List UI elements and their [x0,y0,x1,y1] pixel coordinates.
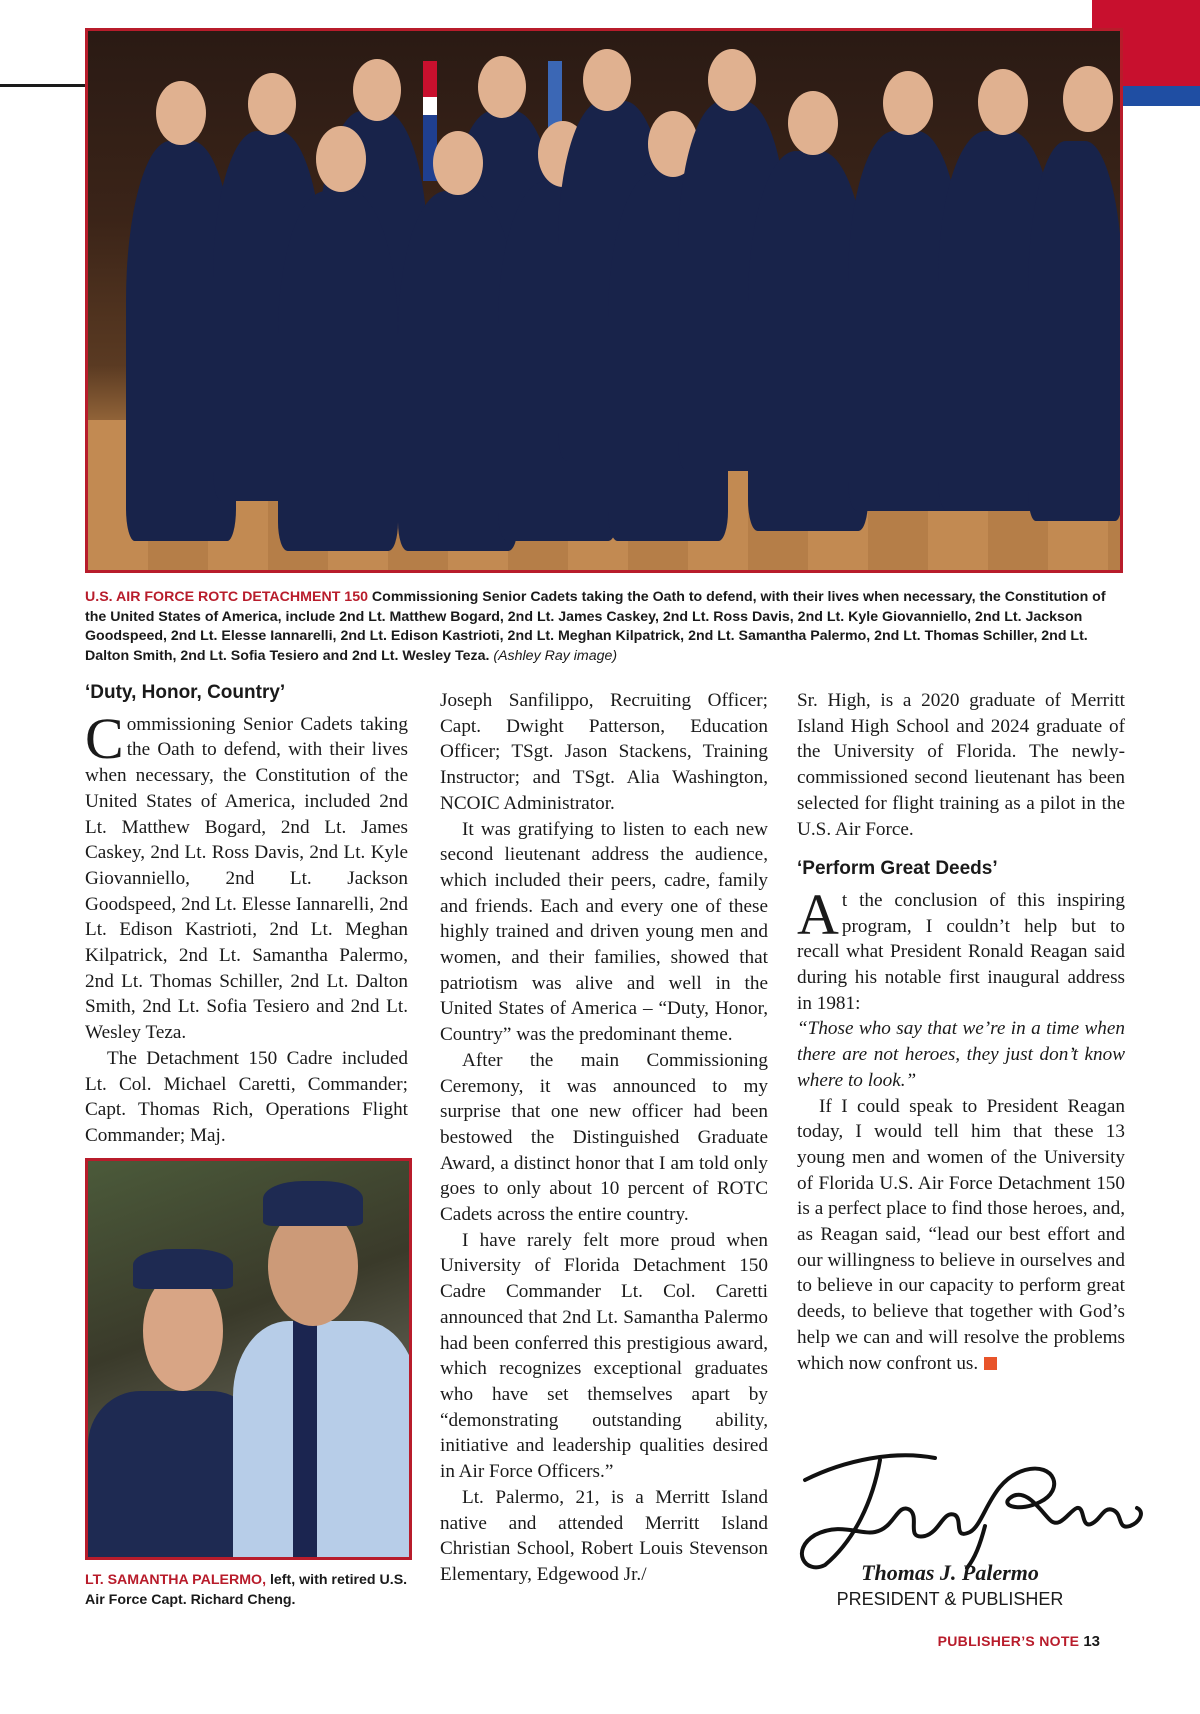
col2-paragraph-1: Joseph Sanfilippo, Recruiting Officer; Capt. Dwight Patterson, Education Officer; TSgt. Jason Stackens, Training Instructor; and TSgt. Alia Washington, NCOIC Administrator. [440,690,768,814]
cadet-figure [278,191,398,551]
group-photo [85,28,1123,573]
col2-paragraph-5: Lt. Palermo, 21, is a Merritt Island native and attended Merritt Island Christian School, Robert Louis Stevenson Elementary, Edgewood Jr./ [440,1486,768,1585]
column-2 [440,688,768,1588]
cadet-head [1063,66,1113,132]
officer-cap-left [133,1249,233,1289]
col1-paragraph-2: The Detachment 150 Cadre included Lt. Col. Michael Caretti, Commander; Capt. Thomas Rich, Operations Flight Commander; Maj. [85,1047,408,1146]
officer-tie [293,1321,317,1560]
reagan-quote: “Those who say that we’re in a time when there are not heroes, they just don’t know where to look.” [797,1018,1125,1091]
col1-paragraph-1-text: ommissioning Senior Cadets taking the Oath to defend, with their lives when necessary, the Constitution of the United States of America, included 2nd Lt. Matthew Bogard, 2nd Lt. James Caskey, 2nd Lt. Ross Davis, 2nd Lt. Kyle Giovanniello, 2nd Lt. Jackson Goodspeed, 2nd Lt. Elesse Iannarelli, 2nd Lt. Edison Kastrioti, 2nd Lt. Meghan Kilpatrick, 2nd Lt. Samantha Palermo, 2nd Lt. Thomas Schiller, 2nd Lt. Dalton Smith, 2nd Lt. Sofia Tesiero and 2nd Lt. Wesley Teza. [85,713,408,1044]
cadet-head [708,49,756,111]
cadet-head [433,131,483,195]
officer-figure-right [233,1321,412,1560]
col3-paragraph-1: Sr. High, is a 2020 graduate of Merritt Island High School and 2024 graduate of the University of Florida. The newly-commissioned second lieutenant has been selected for flight training as a pilot in the U.S. Air Force. [797,690,1125,840]
signer-name: Thomas J. Palermo [861,1560,1039,1585]
photo-credit: (Ashley Ray image) [493,647,618,664]
cadet-figure [1028,141,1123,521]
cadet-head [316,126,366,192]
section-heading-perform-great-deeds: ‘Perform Great Deeds’ [797,858,998,880]
dropcap: A [797,881,839,947]
column-1 [85,680,408,1149]
cadet-head [883,71,933,135]
footer-section-label: PUBLISHER’S NOTE [937,1633,1080,1649]
inset-caption-body: left, with retired U.S. Air Force Capt. Richard Cheng. [85,1572,408,1608]
photo-caption-body: Commissioning Senior Cadets taking the Oath to defend, with their lives when necessary, the Constitution of the United States of America, include 2nd Lt. Matthew Bogard, 2nd Lt. James Caskey, 2nd Lt. Ross Davis, 2nd Lt. Kyle Giovanniello, 2nd Lt. Jackson Goodspeed, 2nd Lt. Elesse Iannarelli, 2nd Lt. Edison Kastrioti, 2nd Lt. Meghan Kilpatrick, 2nd Lt. Samantha Palermo, 2nd Lt. Thomas Schiller, 2nd Lt. Dalton Smith, 2nd Lt. Sofia Tesiero and 2nd Lt. Wesley Teza. [85,589,1106,664]
col2-paragraph-4: I have rarely felt more proud when University of Florida Detachment 150 Cadre Commander Lt. Col. Caretti announced that 2nd Lt. Samantha Palermo had been conferred this prestigious award, which recognizes exceptional graduates who have set themselves apart by “demonstrating outstanding ability, initiative and leadership qualities desired in Air Force Officers.” [440,1229,768,1483]
cadet-head [583,49,631,111]
col3-paragraph-3 [797,1094,1125,1377]
inset-caption-lead: LT. SAMANTHA PALERMO, [85,1572,267,1588]
col3-paragraph-2-text: t the conclusion of this inspiring program, I couldn’t help but to recall what President Ronald Reagan said during his notable first inaugural address in 1981: [797,889,1125,1014]
photo-caption-lead: U.S. AIR FORCE ROTC DETACHMENT 150 [85,589,368,605]
col2-paragraph-3: After the main Commissioning Ceremony, it was announced to my surprise that one new officer had been bestowed the Distinguished Graduate Award, a distinct honor that I am told only goes to only about 10 percent of ROTC Cadets across the entire country. [440,1049,768,1226]
inset-caption [85,1571,420,1610]
cadet-head [248,73,296,135]
dropcap: C [85,705,124,771]
cadet-head [478,56,526,118]
col2-paragraph-2: It was gratifying to listen to each new second lieutenant address the audience, which included their peers, cadre, family and friends. Each and every one of these highly trained and driven young men and women, and their families, showed that patriotism was alive and well in the United States of America – “Duty, Honor, Country” was the predominant theme. [440,818,768,1046]
column-3 [797,688,1125,1376]
cadet-head [788,91,838,155]
end-of-article-mark [984,1357,997,1370]
photo-caption [85,588,1125,666]
inset-photo [85,1158,412,1560]
col3-paragraph-3-text: If I could speak to President Reagan today, I would tell him that these 13 young men and women of the University of Florida U.S. Air Force Detachment 150 is a perfect place to find those heroes, and, as Reagan said, “lead our best effort and our willingness to believe in ourselves and to believe in our capacity to perform great deeds, to believe that together with God’s help we can and will resolve the problems which now confront us. [797,1095,1125,1374]
section-heading-duty-honor-country: ‘Duty, Honor, Country’ [85,682,286,703]
cadet-head [353,59,401,121]
col3-paragraph-2 [797,881,1125,1017]
officer-cap-right [263,1181,363,1226]
officer-face-left [143,1271,223,1391]
cadet-head [156,81,206,145]
cadet-head [978,69,1028,135]
page-number: 13 [1083,1633,1100,1650]
signer-title: PRESIDENT & PUBLISHER [836,1589,1064,1609]
handwritten-signature [785,1440,1155,1580]
page-footer [930,1633,1100,1650]
top-left-rule [0,84,86,87]
col1-paragraph-1 [85,705,408,1046]
